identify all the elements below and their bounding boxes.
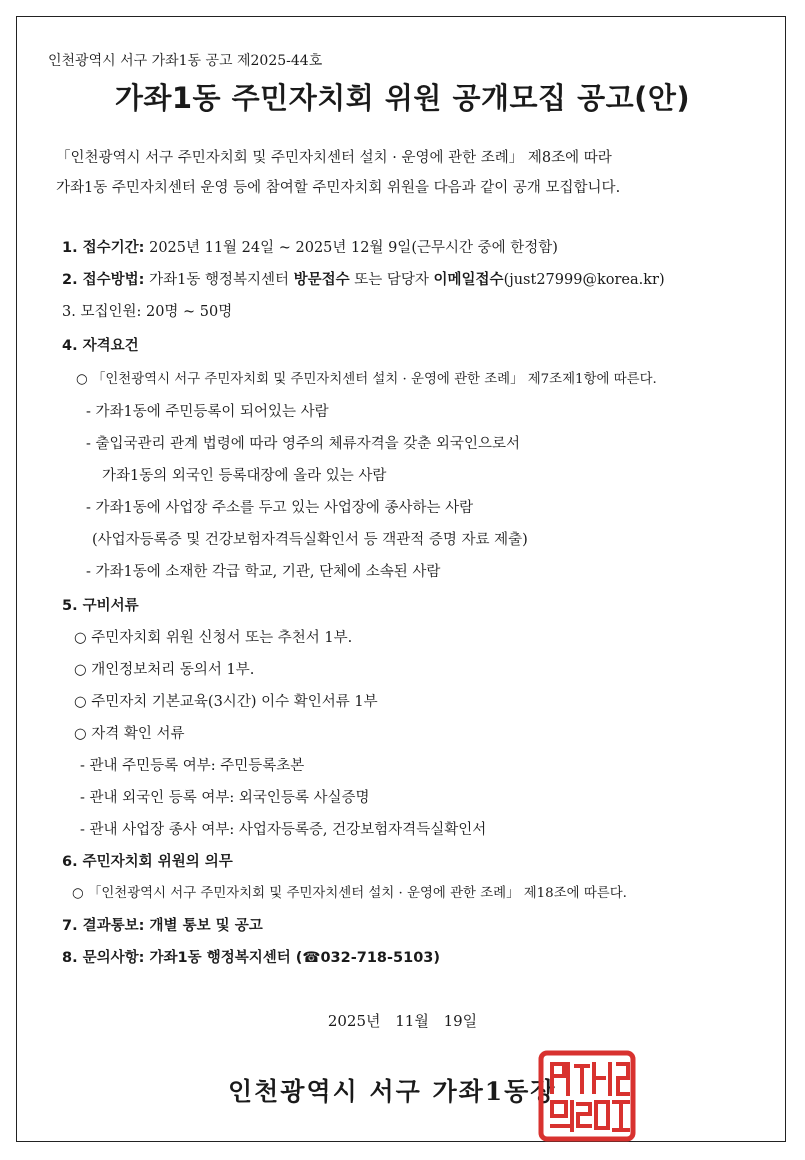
intro-line-1: 「인천광역시 서구 주민자치회 및 주민자치센터 설치 · 운영에 관한 조례」 제8조에 따라 — [56, 150, 612, 166]
qualification-line: (사업자등록증 및 건강보험자격득실확인서 등 객관적 증명 자료 제출) — [92, 532, 528, 548]
intro-line-2: 가좌1동 주민자치센터 운영 등에 참여할 주민자치회 위원을 다음과 같이 공개 모집합니다. — [56, 180, 621, 196]
qualification-line: - 가좌1동에 사업장 주소를 두고 있는 사업장에 종사하는 사람 — [86, 500, 474, 516]
item-documents-heading: 5. 구비서류 — [62, 598, 139, 614]
document-date: 2025년 11월 19일 — [327, 1012, 478, 1030]
official-seal-icon — [538, 1050, 636, 1142]
documents-line: - 관내 외국인 등록 여부: 외국인등록 사실증명 — [80, 790, 370, 806]
documents-line: - 관내 주민등록 여부: 주민등록초본 — [80, 758, 305, 774]
item-qualification-heading: 4. 자격요건 — [62, 338, 139, 354]
item-result-notice: 7. 결과통보: 개별 통보 및 공고 — [62, 918, 263, 934]
documents-line: ○ 주민자치회 위원 신청서 또는 추천서 1부. — [74, 630, 353, 646]
qualification-rule: ○ 「인천광역시 서구 주민자치회 및 주민자치센터 설치 · 운영에 관한 조례」 제7조제1항에 따른다. — [76, 372, 657, 387]
qualification-line: - 가좌1동에 소재한 각급 학교, 기관, 단체에 소속된 사람 — [86, 564, 441, 580]
item-duty-heading: 6. 주민자치회 위원의 의무 — [62, 854, 233, 870]
notice-number: 인천광역시 서구 가좌1동 공고 제2025-44호 — [48, 53, 323, 69]
signature: 인천광역시 서구 가좌1동장 — [228, 1077, 557, 1106]
documents-line: - 관내 사업장 종사 여부: 사업자등록증, 건강보험자격득실확인서 — [80, 822, 487, 838]
page-title: 가좌1동 주민자치회 위원 공개모집 공고(안) — [114, 81, 691, 115]
item-recruit-count: 3. 모집인원: 20명 ~ 50명 — [62, 304, 233, 320]
documents-line: ○ 개인정보처리 동의서 1부. — [74, 662, 255, 678]
item-reception-period: 1. 접수기간: 2025년 11월 24일 ~ 2025년 12월 9일(근무시간 중에 한정함) — [62, 240, 558, 256]
qualification-line: - 출입국관리 관계 법령에 따라 영주의 체류자격을 갖춘 외국인으로서 — [86, 436, 520, 452]
duty-rule: ○ 「인천광역시 서구 주민자치회 및 주민자치센터 설치 · 운영에 관한 조례」 제18조에 따른다. — [72, 886, 627, 901]
item-reception-method: 2. 접수방법: 가좌1동 행정복지센터 방문접수 또는 담당자 이메일접수(just27999@korea.kr) — [62, 272, 665, 288]
qualification-line: 가좌1동의 외국인 등록대장에 올라 있는 사람 — [102, 468, 387, 484]
qualification-line: - 가좌1동에 주민등록이 되어있는 사람 — [86, 404, 329, 420]
item-inquiry: 8. 문의사항: 가좌1동 행정복지센터 (☎032-718-5103) — [62, 950, 441, 966]
documents-line: ○ 자격 확인 서류 — [74, 726, 185, 742]
documents-line: ○ 주민자치 기본교육(3시간) 이수 확인서류 1부 — [74, 694, 378, 710]
